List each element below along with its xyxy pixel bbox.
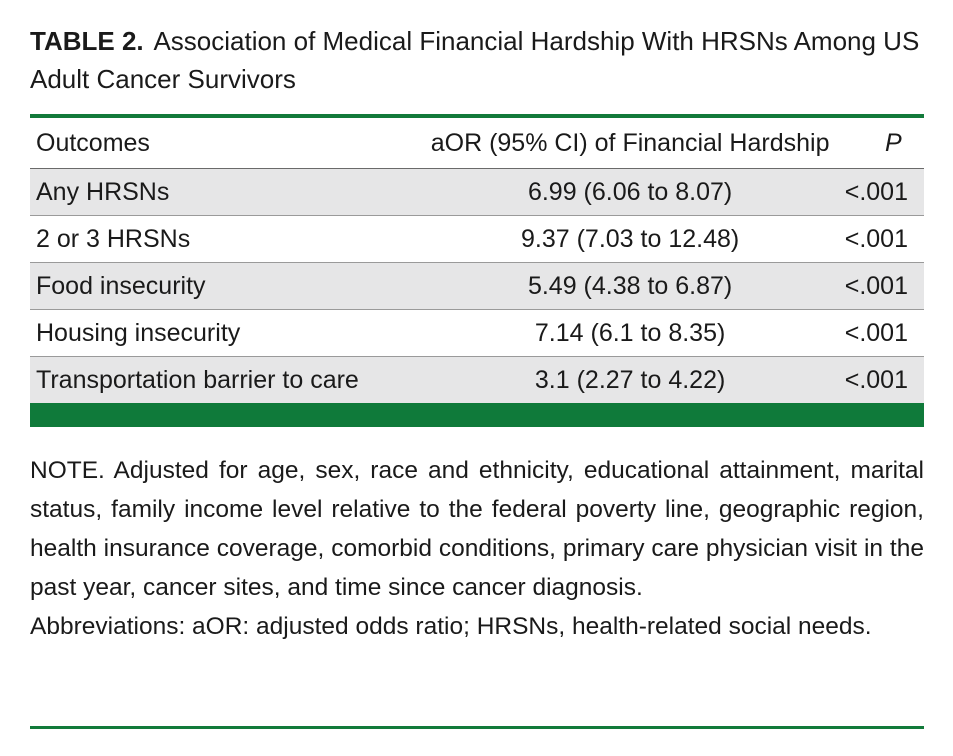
aor-cell: 9.37 (7.03 to 12.48) bbox=[415, 216, 844, 263]
header-row bbox=[30, 118, 924, 169]
table-figure bbox=[30, 0, 924, 646]
adjustment-note: NOTE. Adjusted for age, sex, race and ethnicity, educational attainment, marital status, family income level relative to the federal poverty line, geographic region, health insurance coverage, comorbid conditions, primary care physician visit in the past year, cancer sites, and time since cancer diagnosis. bbox=[30, 457, 924, 601]
table-caption: Association of Medical Financial Hardship With HRSNs Among US Adult Cancer Survivors bbox=[30, 26, 920, 94]
table-title bbox=[30, 22, 924, 98]
outcome-cell: 2 or 3 HRSNs bbox=[30, 216, 415, 263]
aor-cell: 7.14 (6.1 to 8.35) bbox=[415, 310, 844, 357]
p-value-cell: <.001 bbox=[845, 216, 924, 263]
aor-cell: 6.99 (6.06 to 8.07) bbox=[415, 169, 844, 216]
outcome-cell: Food insecurity bbox=[30, 263, 415, 310]
aor-cell: 3.1 (2.27 to 4.22) bbox=[415, 357, 844, 404]
column-header-p: P bbox=[885, 128, 902, 157]
bottom-rule bbox=[30, 726, 924, 729]
column-header-outcomes: Outcomes bbox=[36, 128, 150, 157]
column-header-aor: aOR (95% CI) of Financial Hardship bbox=[430, 128, 830, 157]
outcome-cell: Transportation barrier to care bbox=[30, 357, 415, 404]
aor-cell: 5.49 (4.38 to 6.87) bbox=[415, 263, 844, 310]
table-notes bbox=[30, 451, 924, 646]
p-value-cell: <.001 bbox=[845, 357, 924, 404]
table-row bbox=[30, 263, 924, 310]
table-row bbox=[30, 310, 924, 357]
outcome-cell: Any HRSNs bbox=[30, 169, 415, 216]
table-row bbox=[30, 169, 924, 216]
outcome-cell: Housing insecurity bbox=[30, 310, 415, 357]
p-value-cell: <.001 bbox=[845, 263, 924, 310]
table-row bbox=[30, 357, 924, 404]
p-value-cell: <.001 bbox=[845, 169, 924, 216]
table-label: TABLE 2. bbox=[30, 26, 144, 56]
table-row bbox=[30, 216, 924, 263]
results-table bbox=[30, 118, 924, 403]
abbreviations-note: Abbreviations: aOR: adjusted odds ratio; HRSNs, health-related social needs. bbox=[30, 613, 872, 640]
p-value-cell: <.001 bbox=[845, 310, 924, 357]
table-footer-bar bbox=[30, 403, 924, 427]
